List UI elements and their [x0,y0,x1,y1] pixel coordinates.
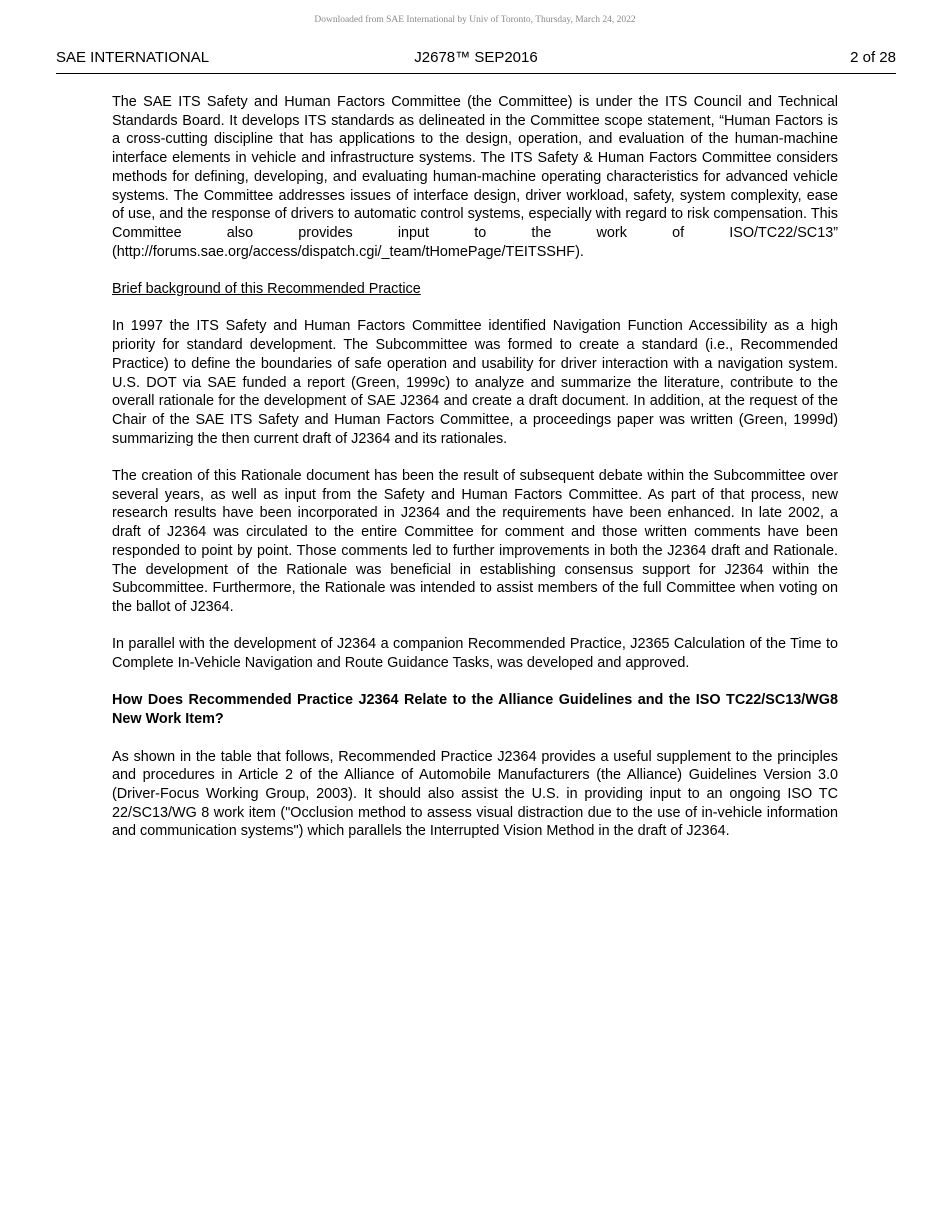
paragraph-creation: The creation of this Rationale document has been the result of subsequent debate within the Subcommittee over several years, as well as input from the Safety and Human Factors Committee. As part of that process, new research results have been incorporated in J2364 and the requirements have been enhanced. In late 2002, a draft of J2364 was circulated to the entire Committee for comment and those written comments have been responded to point by point. Those comments led to further improvements in both the J2364 draft and Rationale. The development of the Rationale was beneficial in establishing consensus support for J2364 within the Subcommittee. Furthermore, the Rationale was intended to assist members of the full Committee when voting on the ballot of J2364. [112,468,838,615]
page-header [56,49,896,74]
heading-background: Brief background of this Recommended Practice [112,281,421,298]
paragraph-parallel: In parallel with the development of J2364 a companion Recommended Practice, J2365 Calculation of the Time to Complete In-Vehicle Navigation and Route Guidance Tasks, was developed and approved. [112,636,838,672]
paragraph-committee: The SAE ITS Safety and Human Factors Committee (the Committee) is under the ITS Council and Technical Standards Board. It develops ITS standards as delineated in the Committee scope statement, “Human Factors is a cross-cutting discipline that has applications to the design, operation, and evaluation of the human-machine interface elements in vehicle and infrastructure systems. The ITS Safety & Human Factors Committee considers methods for defining, developing, and evaluating human-machine operating characteristics for advanced vehicle systems. The Committee addresses issues of interface design, driver workload, safety, system complexity, ease of use, and the response of drivers to automatic control systems, especially with regard to risk compensation. This Committee also provides input to the work of ISO/TC22/SC13” (http://forums.sae.org/access/dispatch.cgi/_team/tHomePage/TEITSSHF). [112,94,838,260]
paragraph-1997: In 1997 the ITS Safety and Human Factors Committee identified Navigation Function Accessibility as a high priority for standard development. The Subcommittee was formed to create a standard (i.e., Recommended Practice) to define the boundaries of safe operation and usability for driver interaction with a navigation system. U.S. DOT via SAE funded a report (Green, 1999c) to analyze and summarize the literature, contribute to the overall rationale for the development of SAE J2364 and create a draft document. In addition, at the request of the Chair of the SAE ITS Safety and Human Factors Committee, a proceedings paper was written (Green, 1999d) summarizing the then current draft of J2364 and its rationales. [112,318,838,447]
paragraph-table: As shown in the table that follows, Recommended Practice J2364 provides a useful supplement to the principles and procedures in Article 2 of the Alliance of Automobile Manufacturers (the Alliance) Guidelines Version 3.0 (Driver-Focus Working Group, 2003). It should also assist the U.S. in providing input to an ongoing ISO TC 22/SC13/WG 8 work item ("Occlusion method to assess visual distraction due to the use of in-vehicle information and communication systems") which parallels the Interrupted Vision Method in the draft of J2364. [112,748,838,840]
header-document-id: J2678™ SEP2016 [414,49,538,66]
document-body [112,93,838,860]
header-page-number: 2 of 28 [850,49,896,66]
heading-relation: How Does Recommended Practice J2364 Relate to the Alliance Guidelines and the ISO TC22/SC13/WG8 New Work Item? [112,692,838,728]
download-watermark: Downloaded from SAE International by Univ of Toronto, Thursday, March 24, 2022 [314,15,636,25]
header-organization: SAE INTERNATIONAL [56,49,210,66]
